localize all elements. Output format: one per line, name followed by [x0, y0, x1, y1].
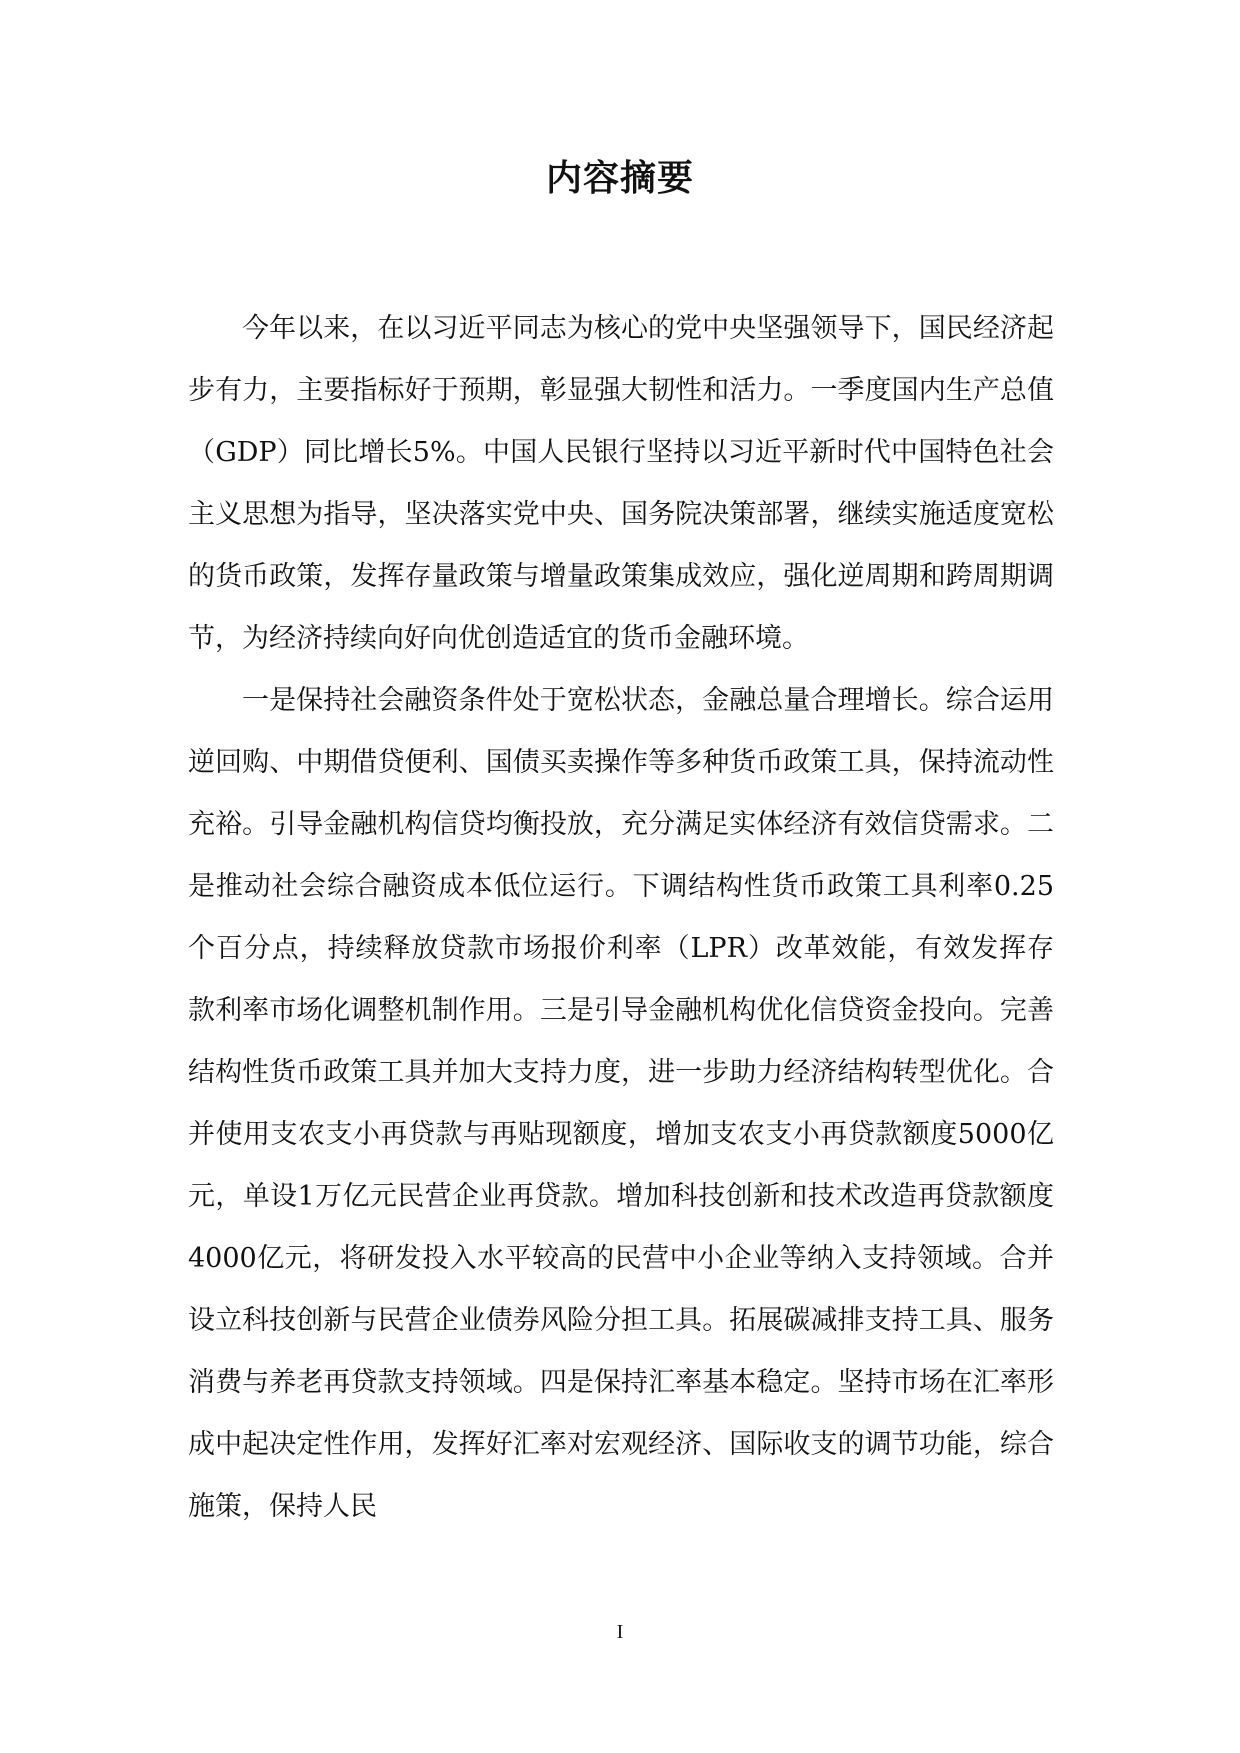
document-body — [188, 298, 1054, 1538]
paragraph-intro: 今年以来，在以习近平同志为核心的党中央坚强领导下，国民经济起步有力，主要指标好于预期，彰显强大韧性和活力。一季度国内生产总值（GDP）同比增长5%。中国人民银行坚持以习近平新时代中国特色社会主义思想为指导，坚决落实党中央、国务院决策部署，继续实施适度宽松的货币政策，发挥存量政策与增量政策集成效应，强化逆周期和跨周期调节，为经济持续向好向优创造适宜的货币金融环境。 — [188, 313, 1054, 654]
page-number: I — [616, 1621, 624, 1643]
paragraph-policy-measures: 一是保持社会融资条件处于宽松状态，金融总量合理增长。综合运用逆回购、中期借贷便利、国债买卖操作等多种货币政策工具，保持流动性充裕。引导金融机构信贷均衡投放，充分满足实体经济有效信贷需求。二是推动社会综合融资成本低位运行。下调结构性货币政策工具利率0.25个百分点，持续释放贷款市场报价利率（LPR）改革效能，有效发挥存款利率市场化调整机制作用。三是引导金融机构优化信贷资金投向。完善结构性货币政策工具并加大支持力度，进一步助力经济结构转型优化。合并使用支农支小再贷款与再贴现额度，增加支农支小再贷款额度5000亿元，单设1万亿元民营企业再贷款。增加科技创新和技术改造再贷款额度4000亿元，将研发投入水平较高的民营中小企业等纳入支持领域。合并设立科技创新与民营企业债券风险分担工具。拓展碳减排支持工具、服务消费与养老再贷款支持领域。四是保持汇率基本稳定。坚持市场在汇率形成中起决定性作用，发挥好汇率对宏观经济、国际收支的调节功能，综合施策，保持人民 — [188, 685, 1054, 1522]
page-title: 内容摘要 — [545, 158, 694, 199]
